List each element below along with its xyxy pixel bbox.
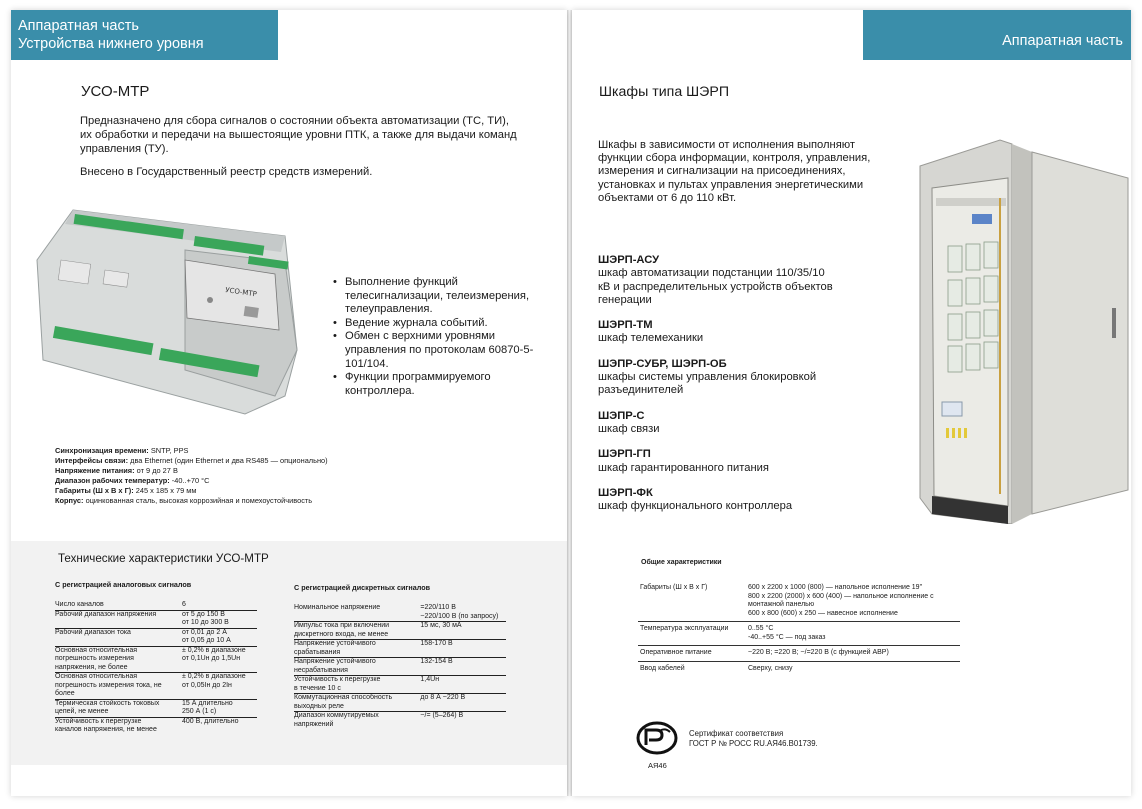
cabinet-type-desc: шкаф гарантированного питания — [598, 461, 769, 474]
table-key: Номинальное напряжение — [294, 604, 381, 611]
discrete-title: С регистрацией дискретных сигналов — [294, 583, 431, 592]
table-value: 1,4Uн — [420, 676, 440, 683]
general-title: Общие характеристики — [641, 559, 722, 566]
left-header-line2: Устройства нижнего уровня — [18, 36, 204, 52]
table-value: 6 — [182, 601, 186, 608]
feature-item: • Ведение журнала событий. — [331, 317, 546, 331]
rst-certification-logo — [636, 721, 678, 755]
cabinet-type-desc: шкаф телемеханики — [598, 332, 704, 345]
spec-row: Синхронизация времени: SNTP, PPS — [55, 446, 189, 455]
table-value: ~/= (5–264) В — [420, 712, 464, 719]
table-row — [55, 700, 257, 718]
table-row — [294, 622, 506, 640]
table-row — [294, 694, 506, 712]
general-table — [638, 581, 960, 676]
spec-row: Интерфейсы связи: два Ethernet (один Ethernet и два RS485 — опционально) — [55, 456, 328, 465]
table-key: Число каналов — [55, 601, 104, 608]
discrete-table — [294, 604, 506, 729]
cabinet-type-name: ШЭПР-СУБР, ШЭРП-ОБ — [598, 357, 727, 370]
table-row — [55, 601, 257, 611]
table-key: Напряжение устойчивого срабатывания — [294, 640, 376, 656]
table-value: =220/110 В ~220/100 В (по запросу) — [420, 604, 499, 620]
table-row — [55, 629, 257, 647]
cabinet-type-name: ШЭПР-С — [598, 409, 645, 422]
table-row — [294, 676, 506, 694]
table-row — [294, 658, 506, 676]
certificate-text — [689, 729, 818, 749]
right-header: Аппаратная часть — [863, 10, 1131, 60]
analog-table — [55, 601, 257, 735]
tech-title: Технические характеристики УСО-МТР — [58, 552, 269, 565]
cabinet-type-desc: шкафы системы управления блокировкой разъединителей — [598, 371, 817, 397]
left-page — [11, 10, 567, 796]
table-value: 0..55 °С -40..+55 °С — под заказ — [748, 625, 826, 641]
cabinet-type-name: ШЭРП-АСУ — [598, 254, 660, 266]
cabinet-types-list — [598, 254, 838, 525]
table-key: Основная относительная погрешность измерения тока, не более — [55, 673, 162, 697]
table-row — [55, 718, 257, 735]
table-value: Сверху, снизу — [748, 664, 793, 672]
analog-title: С регистрацией аналоговых сигналов — [55, 580, 192, 589]
left-header-line1: Аппаратная часть — [18, 18, 139, 34]
table-key: Термическая стойкость токовых цепей, не менее — [55, 699, 160, 715]
table-key: Напряжение устойчивого несрабатывания — [294, 658, 376, 674]
cabinet-type — [598, 358, 838, 398]
table-row — [638, 662, 960, 677]
table-value: 15 мс, 30 мА — [420, 622, 462, 629]
cabinet-type — [598, 410, 838, 437]
device-label: УСО-МТР — [224, 286, 258, 299]
cabinet-type-name: ШЭРП-ГП — [598, 448, 651, 461]
table-key: Устойчивость к перегрузке каналов напряжения, не менее — [55, 717, 157, 733]
table-key: Диапазон коммутируемых напряжений — [294, 712, 379, 728]
uso-mtr-intro: Предназначено для сбора сигналов о состоянии объекта автоматизации (ТС, ТИ), их обработки и передачи на вышестоящие уровни ПТК, а также для выдачи команд управления (ТУ). — [80, 115, 517, 156]
table-key: Рабочий диапазон тока — [55, 628, 131, 636]
sherp-cabinet-image — [912, 138, 1131, 524]
table-key: Основная относительная погрешность измерения напряжения, не более — [55, 646, 138, 671]
table-key: Устойчивость к перегрузке в течение 10 с — [294, 676, 381, 692]
table-key: Коммутационная способность выходных реле — [294, 694, 393, 710]
table-value: ± 0,2% в диапазоне от 0,1Uн до 1,5Uн — [182, 646, 246, 662]
table-row — [638, 622, 960, 646]
cabinet-type-desc: шкаф связи — [598, 422, 660, 435]
table-value: до 8 А ~220 В — [420, 694, 466, 701]
spec-row: Корпус: оцинкованная сталь, высокая коррозийная и помехоустойчивость — [55, 496, 313, 505]
uso-mtr-title: УСО-МТР — [81, 83, 150, 100]
table-row — [55, 647, 257, 674]
table-key: Оперативное питание — [640, 649, 712, 656]
right-page — [572, 10, 1131, 796]
sherp-intro: Шкафы в зависимости от исполнения выполняют функции сбора информации, контроля, управления, измерения и сигнализации на присоединениях, установках и пультах управления энергетическими объектами от 6 до 110 кВт. — [598, 139, 871, 204]
cabinet-type-name: ШЭРП-ТМ — [598, 319, 653, 332]
table-row — [638, 646, 960, 662]
table-value: ± 0,2% в диапазоне от 0,05Iн до 2Iн — [182, 673, 246, 689]
table-value: 600 х 2200 х 1000 (800) — напольное исполнение 19" 800 х 2200 (2000) х 600 (400) — напольное исполнение с монтажной панелью 600 х 800 (600) х 250 — навесное исполнение — [748, 584, 934, 617]
cert-code: АЯ46 — [648, 761, 667, 770]
cabinet-type — [598, 254, 838, 307]
feature-item: • Выполнение функций телесигнализации, телеизмерения, телеуправления. — [331, 276, 546, 317]
spec-row: Габариты (Ш х В х Г): 245 х 185 х 79 мм — [55, 486, 197, 495]
table-value: 158-170 В — [420, 640, 453, 647]
table-row — [294, 712, 506, 729]
cabinet-type — [598, 487, 838, 514]
uso-mtr-device-image — [35, 200, 302, 416]
table-value: от 5 до 150 В от 10 до 300 В — [182, 610, 229, 626]
table-value: 132-154 В — [420, 658, 453, 665]
table-key: Температура эксплуатации — [640, 625, 729, 632]
spec-list — [55, 446, 328, 506]
registry-note: Внесено в Государственный реестр средств измерений. — [80, 166, 373, 178]
table-row — [638, 581, 960, 622]
table-key: Ввод кабелей — [640, 664, 685, 672]
table-row — [294, 640, 506, 658]
table-value: 400 В, длительно — [182, 717, 239, 725]
cert-line2: ГОСТ Р № РОСС RU.АЯ46.B01739. — [689, 739, 818, 748]
feature-item: • Функции программируемого контроллера. — [331, 371, 546, 398]
table-row — [294, 604, 506, 622]
table-value: ~220 В; =220 В; ~/=220 В (с функцией АВР) — [748, 649, 889, 656]
table-row — [55, 611, 257, 629]
table-key: Импульс тока при включении дискретного входа, не менее — [294, 622, 390, 638]
cabinet-type — [598, 319, 838, 346]
spec-row: Диапазон рабочих температур: -40..+70 °С — [55, 476, 210, 485]
cabinet-type-desc: шкаф функционального контроллера — [598, 500, 793, 513]
left-header — [11, 10, 278, 60]
sherp-title: Шкафы типа ШЭРП — [599, 84, 730, 100]
cabinet-type-name: ШЭРП-ФК — [598, 486, 653, 499]
cabinet-type — [598, 448, 838, 475]
feature-item: • Обмен с верхними уровнями управления по протоколам 60870-5-101/104. — [331, 330, 546, 371]
cabinet-type-desc: шкаф автоматизации подстанции 110/35/10 кВ и распределительных устройств объектов генерации — [598, 267, 833, 306]
spec-row: Напряжение питания: от 9 до 27 В — [55, 466, 178, 475]
feature-list — [331, 276, 546, 398]
table-value: 15 А длительно 250 А (1 с) — [182, 699, 233, 715]
table-value: от 0,01 до 2 А от 0,05 до 10 А — [182, 628, 231, 644]
table-key: Габариты (Ш х В х Г) — [640, 584, 708, 591]
cert-line1: Сертификат соответствия — [689, 729, 784, 738]
table-key: Рабочий диапазон напряжения — [55, 610, 157, 618]
table-row — [55, 673, 257, 700]
